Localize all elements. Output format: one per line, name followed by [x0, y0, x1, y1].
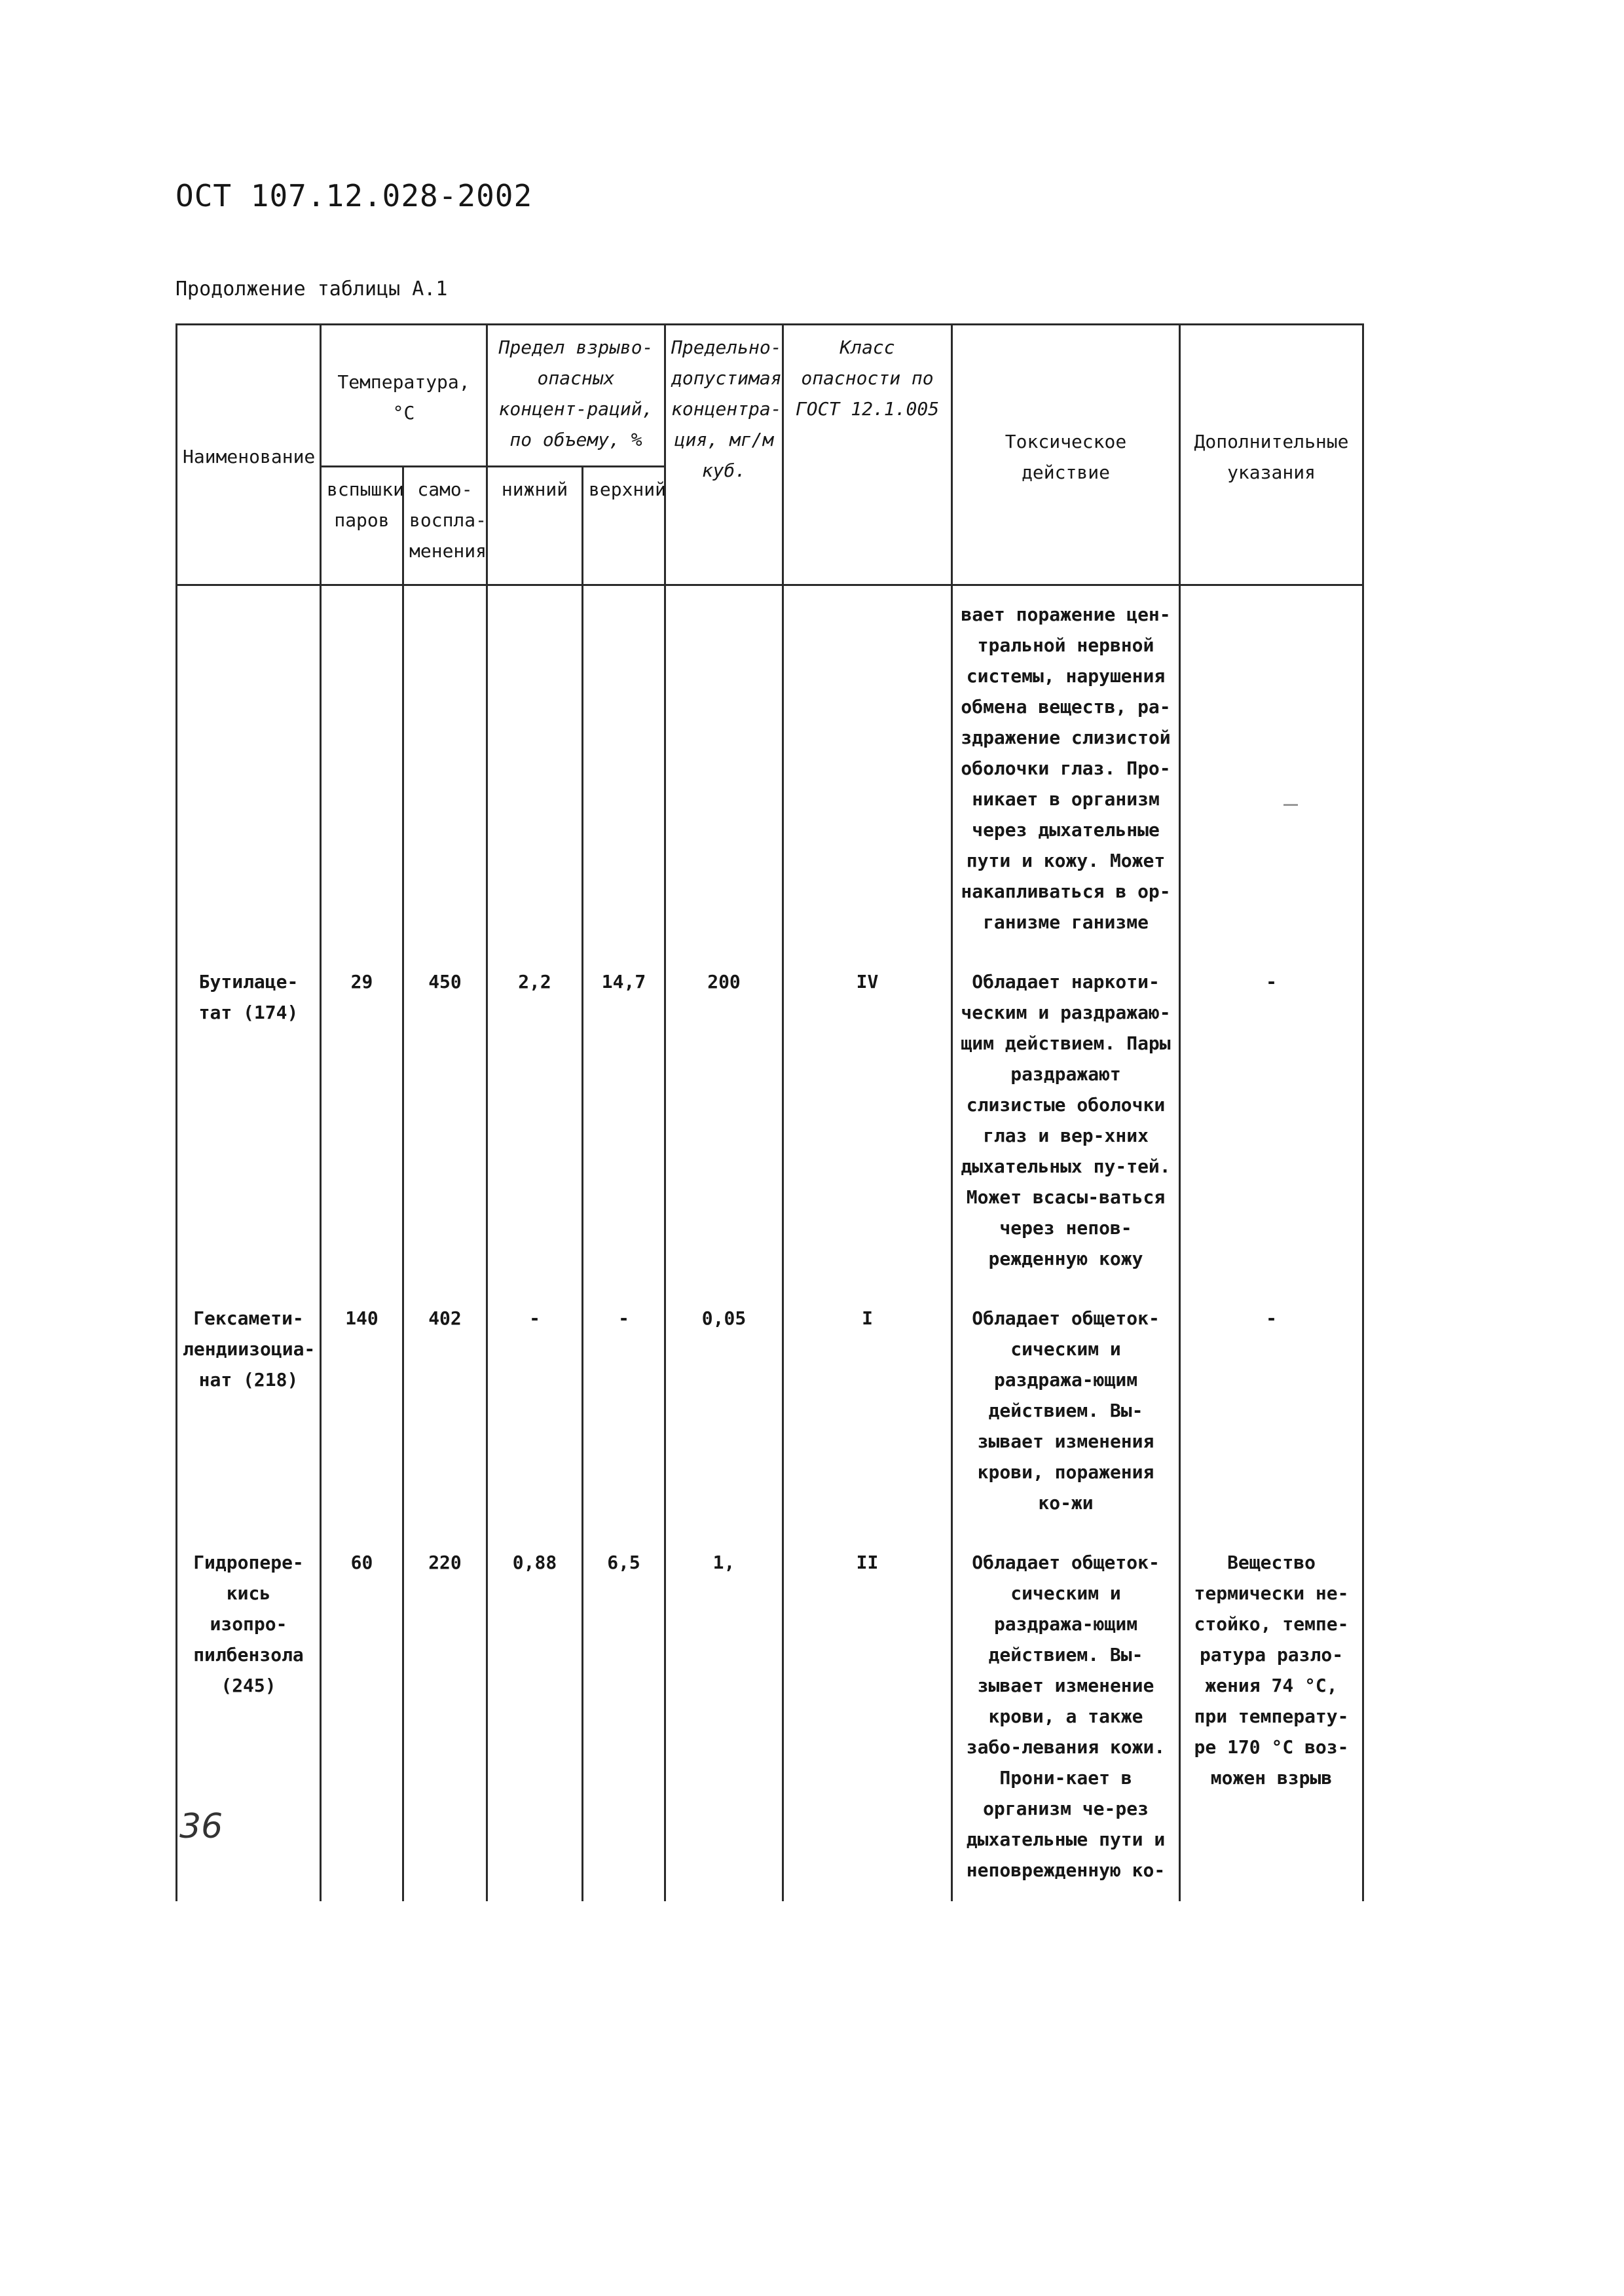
table-row: [177, 1534, 1363, 1901]
flash-point: 60: [321, 1534, 403, 1901]
table-caption: Продолжение таблицы А.1: [175, 278, 448, 301]
toxic-action: вает поражение цен-тральной нервной системы, нарушения обмена веществ, ра-здражение слизистой оболочки глаз. Про-никает в организм через дыхательные пути и кожу. Может накапливаться в ор-ганизме ганизме: [952, 585, 1180, 954]
col-header-autoignition: само-воспла-менения: [403, 467, 487, 585]
flash-point: 29: [321, 953, 403, 1290]
upper-limit: 6,5: [583, 1534, 665, 1901]
toxic-action: Обладает наркоти-ческим и раздражаю-щим действием. Пары раздражают слизистые оболочки глаз и вер-хних дыхательных пу-тей. Может всасы-ваться через непов-режденную кожу: [952, 953, 1180, 1290]
substance-name: [177, 585, 321, 954]
hazard-class-label: Класс опасности по ГОСТ 12.1.005: [795, 337, 940, 420]
substance-name: Гексамети-лендиизоциа-нат (218): [177, 1290, 321, 1534]
hazardous-substances-table: [175, 323, 1364, 1901]
col-header-name: Наименование: [177, 325, 321, 585]
lower-limit: -: [487, 1290, 583, 1534]
notes: -: [1180, 953, 1363, 1290]
mac-value: 0,05: [665, 1290, 783, 1534]
hazard-class: IV: [783, 953, 952, 1290]
lower-limit: 0,88: [487, 1534, 583, 1901]
autoignition-temp: [403, 585, 487, 954]
substance-name: Гидропере-кись изопро-пилбензола (245): [177, 1534, 321, 1901]
page-number: 36: [179, 1807, 223, 1846]
flash-point: 140: [321, 1290, 403, 1534]
hazard-class: I: [783, 1290, 952, 1534]
notes: [1180, 585, 1363, 954]
upper-limit: [583, 585, 665, 954]
col-header-notes: Дополнительные указания: [1180, 325, 1363, 585]
lower-limit: 2,2: [487, 953, 583, 1290]
col-header-mac: [665, 325, 783, 585]
flash-point: [321, 585, 403, 954]
toxic-action: Обладает общеток-сическим и раздража-ющим действием. Вы-зывает изменения крови, поражения ко-жи: [952, 1290, 1180, 1534]
autoignition-temp: 220: [403, 1534, 487, 1901]
scan-speck: [1283, 804, 1298, 806]
col-header-hazard-class: [783, 325, 952, 585]
table-row: [177, 1290, 1363, 1534]
mac-label: Предельно-допустимая концентра-ция, мг/м куб.: [671, 337, 782, 481]
notes: Вещество термически не-стойко, темпе-ратура разло-жения 74 °С, при температу-ре 170 °С воз-можен взрыв: [1180, 1534, 1363, 1901]
col-header-upper-limit: верхний: [583, 467, 665, 585]
substance-name: Бутилаце-тат (174): [177, 953, 321, 1290]
mac-value: 1,: [665, 1534, 783, 1901]
table-row: [177, 953, 1363, 1290]
col-header-temperature: Температура, °С: [321, 325, 487, 467]
hazard-class: II: [783, 1534, 952, 1901]
col-header-toxic-action: Токсическое действие: [952, 325, 1180, 585]
autoignition-temp: 402: [403, 1290, 487, 1534]
table-row: [177, 585, 1363, 954]
document-code: ОСТ 107.12.028-2002: [175, 178, 533, 213]
hazard-class: [783, 585, 952, 954]
col-header-explosion-limits: [487, 325, 665, 467]
col-header-flash: вспышки паров: [321, 467, 403, 585]
mac-value: 200: [665, 953, 783, 1290]
col-header-lower-limit: нижний: [487, 467, 583, 585]
autoignition-temp: 450: [403, 953, 487, 1290]
notes: -: [1180, 1290, 1363, 1534]
upper-limit: -: [583, 1290, 665, 1534]
lower-limit: [487, 585, 583, 954]
upper-limit: 14,7: [583, 953, 665, 1290]
toxic-action: Обладает общеток-сическим и раздража-ющим действием. Вы-зывает изменение крови, а также забо-левания кожи. Прони-кает в организм че-рез дыхательные пути и неповрежденную ко-: [952, 1534, 1180, 1901]
mac-value: [665, 585, 783, 954]
explosion-limits-label: Предел взрыво-опасных концент-раций, по объему, %: [498, 337, 654, 450]
